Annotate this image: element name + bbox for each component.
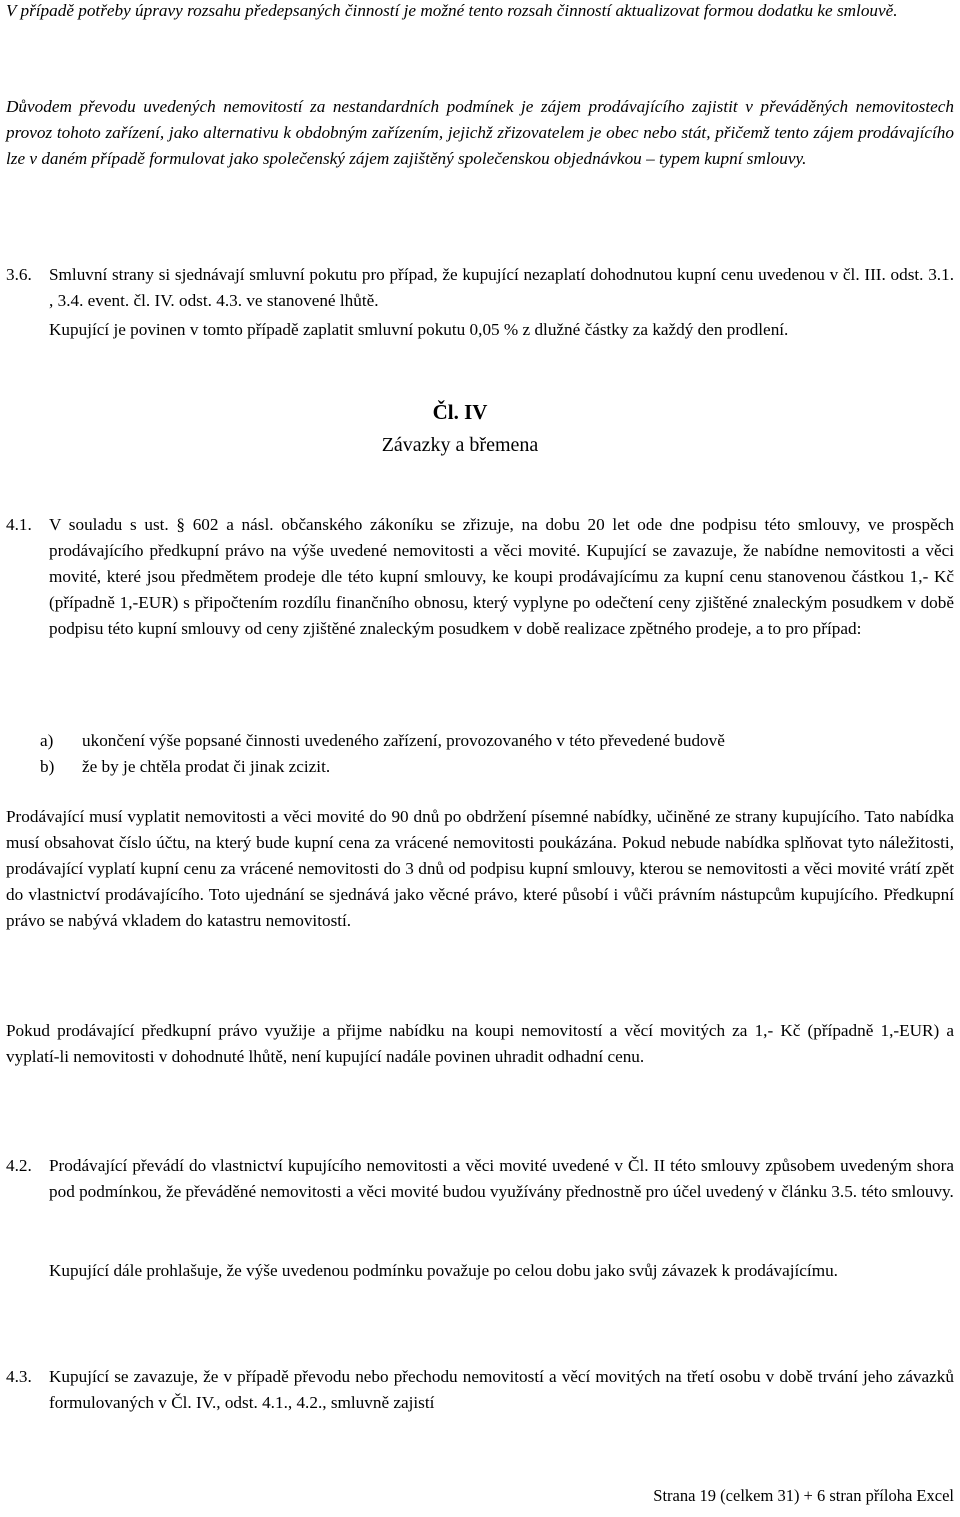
section-4-2-text: Prodávající převádí do vlastnictví kupujícího nemovitosti a věci movité uvedené v Čl. II této smlouvy způsobem uvedeným shora pod podmínkou, že převáděné nemovitosti a věci movité budou využívány přednostně pro účel uvedený v článku 3.5. této smlouvy. xyxy=(49,1156,954,1201)
section-3-6-penalty: Kupující je povinen v tomto případě zaplatit smluvní pokutu 0,05 % z dlužné částky za každý den prodlení. xyxy=(49,320,789,339)
intro-paragraph-2: Důvodem převodu uvedených nemovitostí za nestandardních podmínek je zájem prodávajícího zajistit v převáděných nemovitostech provoz tohoto zařízení, jako alternativu k obdobným zařízením, jejichž zřizovatelem je obec nebo stát, přičemž tento zájem prodávajícího lze v daném případě formulovat jako společenský zájem zajištěný společenskou objednávkou – typem kupní smlouvy. xyxy=(6,97,954,168)
list-item-label-a: a) xyxy=(40,731,54,750)
section-4-1-paragraph-a: Prodávající musí vyplatit nemovitosti a věci movité do 90 dnů po obdržení písemné nabídky, učiněné ze strany kupujícího. Tato nabídka musí obsahovat číslo účtu, na který bude kupní cena za vrácené nemovitosti poukázána. Pokud nebude nabídka splňovat tyto náležitosti, prodávající vyplatí kupní cenu za vrácené nemovitosti do 3 dnů od podpisu kupní smlouvy, kterou se nemovitosti a věci movité vrátí zpět do vlastnictví prodávajícího. Toto ujednání se sjednává jako věcné právo, které působí i vůči právním nástupcům kupujícího. Předkupní právo se nabývá vkladem do katastru nemovitostí. xyxy=(6,807,954,930)
list-item-label-b: b) xyxy=(40,757,55,776)
section-4-1-text: V souladu s ust. § 602 a násl. občanského zákoníku se zřizuje, na dobu 20 let ode dne podpisu této smlouvy, ve prospěch prodávajícího předkupní právo na výše uvedené nemovitosti a věci movité. Kupující se zavazuje, že nabídne nemovitosti a věci movité, které jsou předmětem prodeje dle této kupní smlouvy, ke koupi prodávajícímu za kupní cenu stanovenou částkou 1,- Kč (případně 1,-EUR) s připočtením rozdílu finančního obnosu, který vyplyne po odečtení ceny zjištěné znaleckým posudkem v době podpisu této kupní smlouvy od ceny zjištěné znaleckým posudkem v době realizace zpětného prodeje, a to pro případ: xyxy=(49,515,954,638)
section-4-3-text: Kupující se zavazuje, že v případě převodu nebo přechodu nemovitostí a věcí movitých na třetí osobu v době trvání jeho závazků formulovaných v Čl. IV., odst. 4.1., 4.2., smluvně zajistí xyxy=(49,1367,954,1412)
section-4-2-declaration: Kupující dále prohlašuje, že výše uvedenou podmínku považuje po celou dobu jako svůj závazek k prodávajícímu. xyxy=(49,1261,838,1280)
article-heading: Čl. IV xyxy=(432,400,488,424)
page-footer: Strana 19 (celkem 31) + 6 stran příloha Excel xyxy=(653,1486,954,1505)
section-number-4-2: 4.2. xyxy=(6,1156,32,1175)
section-3-6-text: Smluvní strany si sjednávají smluvní pokutu pro případ, že kupující nezaplatí dohodnutou kupní cenu uvedenou v čl. III. odst. 3.1. , 3.4. event. čl. IV. odst. 4.3. ve stanovené lhůtě. xyxy=(49,265,954,310)
list-item-text-b: že by je chtěla prodat či jinak zcizit. xyxy=(82,757,331,776)
intro-paragraph-1: V případě potřeby úpravy rozsahu předepsaných činností je možné tento rozsah činností aktualizovat formou dodatku ke smlouvě. xyxy=(6,1,898,20)
article-subheading: Závazky a břemena xyxy=(381,434,539,456)
section-number-3-6: 3.6. xyxy=(6,265,32,284)
section-number-4-1: 4.1. xyxy=(6,515,32,534)
list-item-text-a: ukončení výše popsané činnosti uvedeného zařízení, provozovaného v této převedené budově xyxy=(82,731,725,750)
section-number-4-3: 4.3. xyxy=(6,1367,32,1386)
section-4-1-paragraph-b: Pokud prodávající předkupní právo využije a přijme nabídku na koupi nemovitostí a věcí movitých za 1,- Kč (případně 1,-EUR) a vyplatí-li nemovitosti v dohodnuté lhůtě, není kupující nadále povinen uhradit odhadní cenu. xyxy=(6,1021,954,1066)
